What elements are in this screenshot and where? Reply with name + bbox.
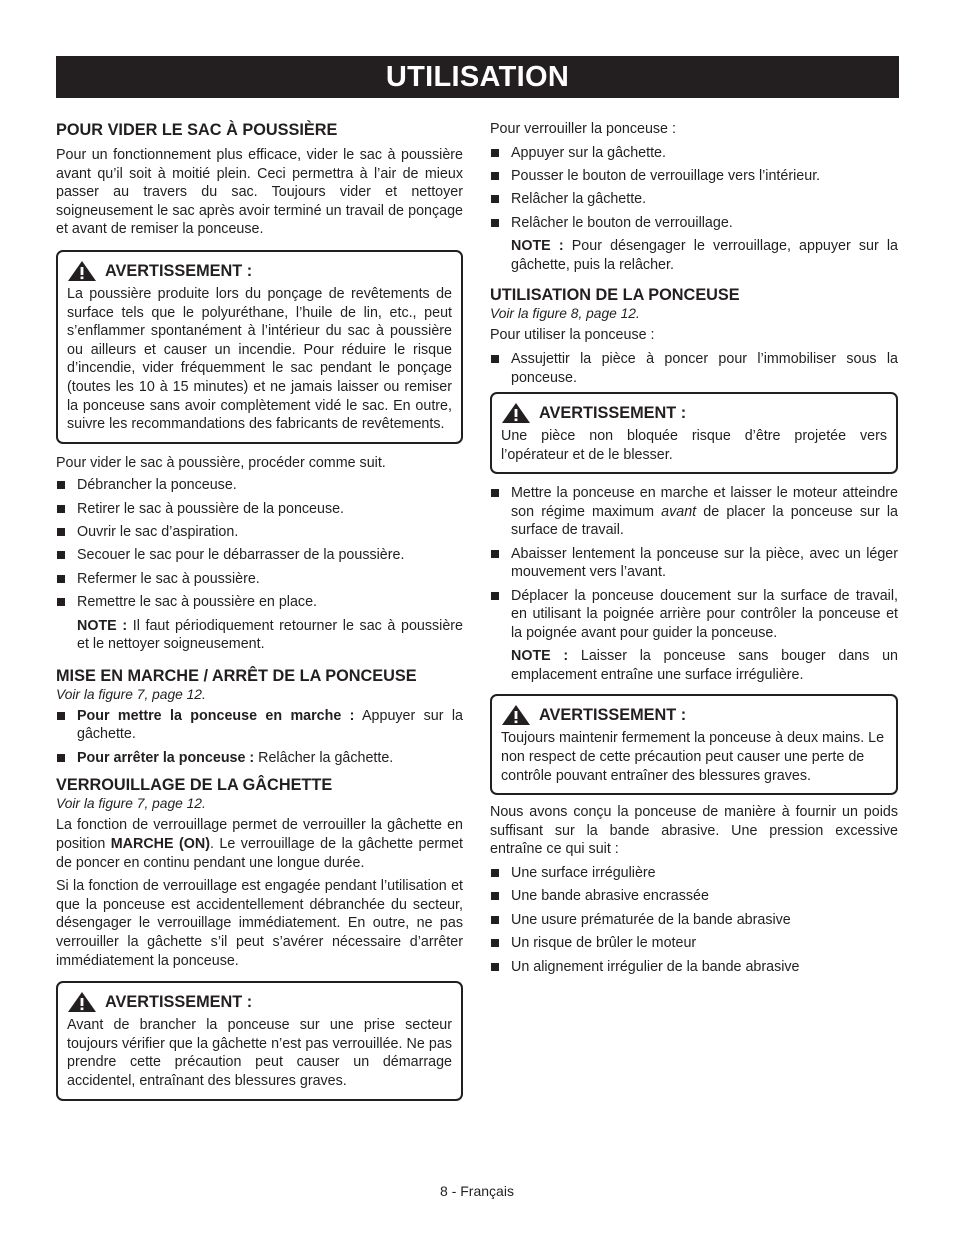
marche-bold: MARCHE (ON): [110, 836, 210, 853]
heading-empty-dust-bag: POUR VIDER LE SAC À POUSSIÈRE: [56, 121, 338, 139]
warning-header: [67, 991, 452, 1013]
warning-text: Toujours maintenir fermement la ponceuse à deux mains. Le non respect de cette précaution peut causer une perte de contrôle pouvant entraîner des blessures graves.: [501, 730, 885, 784]
warning-triangle-icon: [67, 260, 97, 282]
list-item: Déplacer la ponceuse doucement sur la surface de travail, en utilisant la poignée arrière pour contrôler la ponceuse et la poignée avant pour guider la ponceuse.: [490, 587, 898, 643]
figure-reference: Voir la figure 7, page 12.: [56, 686, 206, 702]
list-item: Relâcher la gâchette.: [490, 190, 898, 209]
right-column: [490, 120, 898, 981]
figure-reference: Voir la figure 8, page 12.: [490, 306, 640, 322]
use-intro: Pour utiliser la ponceuse :: [490, 327, 655, 344]
warning-text: Avant de brancher la ponceuse sur une prise secteur toujours vérifier que la gâchette n’est pas verrouillée. Ne pas prendre cette précaution peut causer un démarrage accidentel, entraînant des blessures graves.: [67, 1017, 452, 1089]
list-item: Abaisser lentement la ponceuse sur la pièce, avec un léger mouvement vers l’avant.: [490, 545, 898, 582]
warning-title: AVERTISSEMENT :: [105, 992, 253, 1011]
on-off-list: [56, 707, 463, 768]
list-item: Une usure prématurée de la bande abrasive: [490, 911, 898, 930]
list-item: Relâcher le bouton de verrouillage.: [490, 214, 898, 233]
text-span: La fonction de verrouillage permet de verrouiller la gâchette en position: [56, 817, 463, 853]
trigger-lock-paragraph-2: Si la fonction de verrouillage est engagée pendant l’utilisation et que la ponceuse est accidentellement débranchée du secteur, désengager le verrouillage immédiatement. En outre, ne pas verrouiller la gâchette s’il peut s’avérer nécessaire d’arrêter immédiatement la ponceuse.: [56, 878, 463, 969]
left-column: [56, 120, 463, 1101]
dust-bag-intro: Pour vider le sac à poussière, procéder comme suit.: [56, 454, 386, 471]
warning-title: AVERTISSEMENT :: [539, 706, 687, 725]
warning-triangle-icon: [67, 991, 97, 1013]
text-span: Mettre la ponceuse en marche et laisser le moteur atteindre son régime maximum: [511, 485, 898, 520]
list-item: Débrancher la ponceuse.: [56, 476, 463, 495]
item-bold: Pour arrêter la ponceuse :: [77, 749, 255, 766]
figure-reference: Voir la figure 7, page 12.: [56, 796, 206, 812]
list-item: [56, 749, 463, 768]
warning-text: Une pièce non bloquée risque d’être projetée vers l’opérateur et de le blesser.: [501, 427, 887, 463]
list-item: Assujettir la pièce à poncer pour l’immobiliser sous la ponceuse.: [490, 350, 898, 387]
list-item: Un alignement irrégulier de la bande abrasive: [490, 958, 898, 977]
list-item: Un risque de brûler le moteur: [490, 934, 898, 953]
note-label: NOTE :: [511, 238, 564, 255]
text-span: . Le verrouillage de la gâchette permet de poncer en continu pendant une longue durée.: [56, 836, 463, 871]
avant-italic: avant: [661, 503, 697, 520]
section-banner: [56, 56, 899, 98]
use-step-0: [490, 350, 898, 387]
list-item: Ouvrir le sac d’aspiration.: [56, 523, 463, 542]
item-bold: Pour mettre la ponceuse en marche :: [77, 707, 355, 724]
heading-on-off: MISE EN MARCHE / ARRÊT DE LA PONCEUSE: [56, 666, 417, 685]
list-item: Une bande abrasive encrassée: [490, 887, 898, 906]
note-label: NOTE :: [77, 617, 128, 634]
lock-note: [490, 237, 898, 274]
use-note: [490, 647, 898, 684]
item-text: Appuyer sur la gâchette.: [77, 707, 463, 743]
list-item: Secouer le sac pour le débarrasser de la poussière.: [56, 546, 463, 565]
warning-header: [501, 704, 887, 726]
heading-use-sander: UTILISATION DE LA PONCEUSE: [490, 286, 740, 305]
heading-trigger-lock: VERROUILLAGE DE LA GÂCHETTE: [56, 776, 333, 795]
list-item: Une surface irrégulière: [490, 864, 898, 883]
note-label: NOTE :: [511, 648, 569, 665]
list-item: Pousser le bouton de verrouillage vers l’intérieur.: [490, 167, 898, 186]
warning-box-workpiece: [490, 392, 898, 474]
lock-steps: [490, 144, 898, 233]
page-title: UTILISATION: [385, 61, 570, 93]
dust-bag-paragraph: Pour un fonctionnement plus efficace, vider le sac à poussière avant qu’il soit à moitié plein. Ceci permettra à l’air de mieux passer au travers du sac. Toujours vider et nettoyer soigneusement le sac après avoir terminé un travail de ponçage et avant de remiser la ponceuse.: [56, 147, 463, 238]
text-span: de placer la ponceuse sur la surface de travail.: [511, 503, 898, 539]
pressure-effects: [490, 864, 898, 976]
warning-title: AVERTISSEMENT :: [539, 403, 687, 422]
note-text: Pour désengager le verrouillage, appuyer sur la gâchette, puis la relâcher.: [511, 238, 898, 273]
note-text: Il faut périodiquement retourner le sac à poussière et le nettoyer soigneusement.: [77, 617, 463, 653]
warning-box-two-hands: [490, 694, 898, 795]
warning-header: [501, 402, 887, 424]
list-item: Remettre le sac à poussière en place.: [56, 593, 463, 612]
list-item: Refermer le sac à poussière.: [56, 570, 463, 589]
warning-box-fire: [56, 250, 463, 444]
use-steps: [490, 484, 898, 642]
list-item: [56, 707, 463, 744]
list-item: [490, 484, 898, 540]
warning-box-plug: [56, 981, 463, 1100]
warning-header: [67, 260, 452, 282]
dust-bag-note: [56, 617, 463, 654]
lock-intro: Pour verrouiller la ponceuse :: [490, 121, 676, 137]
list-item: Appuyer sur la gâchette.: [490, 144, 898, 163]
warning-title: AVERTISSEMENT :: [105, 261, 253, 280]
warning-triangle-icon: [501, 704, 531, 726]
pressure-paragraph: Nous avons conçu la ponceuse de manière à fournir un poids suffisant sur la bande abrasive. Une pression excessive entraîne ce qui suit :: [490, 804, 898, 858]
dust-bag-steps: [56, 476, 463, 612]
warning-triangle-icon: [501, 402, 531, 424]
page-footer: 8 - Français: [440, 1183, 514, 1199]
trigger-lock-paragraph-1: [56, 816, 463, 872]
item-text: Relâcher la gâchette.: [254, 749, 394, 766]
warning-text: La poussière produite lors du ponçage de revêtements de surface tels que le polyuréthane, l’huile de lin, etc., peut s’enflammer spontanément à l’intérieur du sac à poussière ou ailleurs et causer un incendie. Pour réduire le risque d’incendie, vider fréquemment le sac pendant le ponçage (toutes les 10 à 15 minutes) et ne jamais laisser ou remiser la ponceuse sans avoir complètement vidé le sac. En outre, suivre les recommandations des fabricants de revêtements.: [67, 285, 452, 433]
note-text: Laisser la ponceuse sans bouger dans un emplacement entraîne une surface irrégulière.: [511, 648, 898, 683]
list-item: Retirer le sac à poussière de la ponceuse.: [56, 500, 463, 519]
